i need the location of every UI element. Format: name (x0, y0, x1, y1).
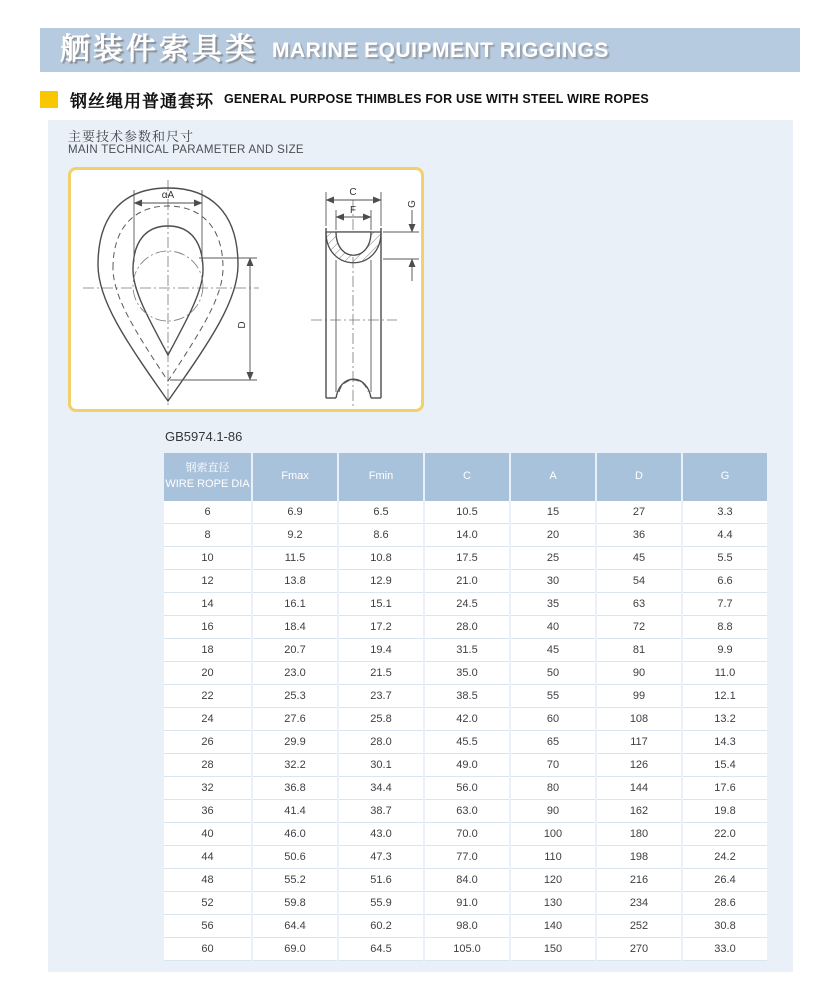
section-title-en: GENERAL PURPOSE THIMBLES FOR USE WITH STEEL WIRE ROPES (224, 92, 649, 106)
col-header-zh: 钢索直径 (185, 462, 230, 475)
table-cell: 34.4 (339, 777, 423, 800)
table-cell: 6.9 (253, 501, 337, 524)
table-cell: 59.8 (253, 892, 337, 915)
table-cell: 144 (597, 777, 681, 800)
table-cell: 84.0 (425, 869, 509, 892)
table-cell: 45 (597, 547, 681, 570)
table-cell: 20 (511, 524, 595, 547)
table-cell: 63 (597, 593, 681, 616)
table-row (164, 731, 767, 754)
table-row (164, 938, 767, 961)
table-row (164, 708, 767, 731)
table-cell: 28.6 (683, 892, 767, 915)
table-row (164, 777, 767, 800)
table-cell: 55.2 (253, 869, 337, 892)
table-cell: 22 (164, 685, 251, 708)
col-header-a: A (511, 453, 595, 501)
side-view (311, 187, 419, 406)
table-cell: 11.0 (683, 662, 767, 685)
table-cell: 70 (511, 754, 595, 777)
table-cell: 120 (511, 869, 595, 892)
table-cell: 55 (511, 685, 595, 708)
dim-label-side-depth: G (407, 200, 418, 208)
front-view (83, 180, 259, 406)
table-cell: 15.4 (683, 754, 767, 777)
table-cell: 105.0 (425, 938, 509, 961)
table-cell: 11.5 (253, 547, 337, 570)
table-cell: 41.4 (253, 800, 337, 823)
table-cell: 252 (597, 915, 681, 938)
table-cell: 20 (164, 662, 251, 685)
table-cell: 65 (511, 731, 595, 754)
yellow-bullet-icon (40, 91, 58, 108)
dim-label-front-height: D (237, 321, 248, 329)
table-cell: 29.9 (253, 731, 337, 754)
table-cell: 36 (597, 524, 681, 547)
table-cell: 162 (597, 800, 681, 823)
table-cell: 44 (164, 846, 251, 869)
table-cell: 14.3 (683, 731, 767, 754)
table-cell: 77.0 (425, 846, 509, 869)
table-cell: 98.0 (425, 915, 509, 938)
table-cell: 28.0 (339, 731, 423, 754)
table-cell: 90 (597, 662, 681, 685)
table-cell: 22.0 (683, 823, 767, 846)
table-cell: 15.1 (339, 593, 423, 616)
table-cell: 198 (597, 846, 681, 869)
table-cell: 25 (511, 547, 595, 570)
table-cell: 17.5 (425, 547, 509, 570)
table-cell: 36 (164, 800, 251, 823)
table-row (164, 593, 767, 616)
table-cell: 45.5 (425, 731, 509, 754)
table-cell: 8.6 (339, 524, 423, 547)
table-cell: 56 (164, 915, 251, 938)
section-heading (40, 88, 800, 110)
table-cell: 30.8 (683, 915, 767, 938)
table-row (164, 915, 767, 938)
table-cell: 80 (511, 777, 595, 800)
table-cell: 19.8 (683, 800, 767, 823)
table-cell: 70.0 (425, 823, 509, 846)
table-cell: 24.2 (683, 846, 767, 869)
table-cell: 4.4 (683, 524, 767, 547)
page-title-en: MARINE EQUIPMENT RIGGINGS (272, 38, 609, 62)
table-cell: 55.9 (339, 892, 423, 915)
table-cell: 50.6 (253, 846, 337, 869)
table-cell: 46.0 (253, 823, 337, 846)
table-cell: 117 (597, 731, 681, 754)
table-cell: 35 (511, 593, 595, 616)
table-cell: 91.0 (425, 892, 509, 915)
table-row (164, 501, 767, 524)
table-row (164, 616, 767, 639)
table-cell: 18 (164, 639, 251, 662)
col-header-fmax: Fmax (253, 453, 337, 501)
table-cell: 140 (511, 915, 595, 938)
table-cell: 180 (597, 823, 681, 846)
table-cell: 17.2 (339, 616, 423, 639)
table-cell: 130 (511, 892, 595, 915)
table-cell: 23.0 (253, 662, 337, 685)
table-cell: 12.9 (339, 570, 423, 593)
col-header-d: D (597, 453, 681, 501)
table-cell: 56.0 (425, 777, 509, 800)
table-cell: 19.4 (339, 639, 423, 662)
table-cell: 20.7 (253, 639, 337, 662)
col-header-c: C (425, 453, 509, 501)
table-cell: 38.7 (339, 800, 423, 823)
table-cell: 18.4 (253, 616, 337, 639)
table-cell: 14 (164, 593, 251, 616)
table-cell: 47.3 (339, 846, 423, 869)
section-title-zh: 钢丝绳用普通套环 (70, 91, 214, 111)
subsection-title-en: MAIN TECHNICAL PARAMETER AND SIZE (68, 144, 304, 156)
table-cell: 40 (511, 616, 595, 639)
col-header-wire-rope-dia (164, 453, 251, 501)
table-cell: 8.8 (683, 616, 767, 639)
dim-label-side-width: C (349, 187, 357, 198)
table-row (164, 570, 767, 593)
table-cell: 30 (511, 570, 595, 593)
table-cell: 28 (164, 754, 251, 777)
table-cell: 21.5 (339, 662, 423, 685)
table-cell: 12 (164, 570, 251, 593)
table-cell: 64.4 (253, 915, 337, 938)
table-cell: 13.2 (683, 708, 767, 731)
subsection-title-zh: 主要技术参数和尺寸 (68, 129, 195, 144)
table-cell: 54 (597, 570, 681, 593)
table-cell: 26 (164, 731, 251, 754)
technical-drawing-box (68, 167, 424, 412)
table-row (164, 754, 767, 777)
table-cell: 64.5 (339, 938, 423, 961)
table-cell: 8 (164, 524, 251, 547)
table-cell: 6.6 (683, 570, 767, 593)
table-cell: 10.5 (425, 501, 509, 524)
table-cell: 60.2 (339, 915, 423, 938)
table-cell: 23.7 (339, 685, 423, 708)
table-row (164, 524, 767, 547)
table-cell: 6.5 (339, 501, 423, 524)
table-cell: 100 (511, 823, 595, 846)
table-cell: 32 (164, 777, 251, 800)
table-row (164, 662, 767, 685)
table-cell: 13.8 (253, 570, 337, 593)
table-row (164, 869, 767, 892)
table-cell: 24.5 (425, 593, 509, 616)
table-cell: 50 (511, 662, 595, 685)
table-cell: 52 (164, 892, 251, 915)
table-cell: 69.0 (253, 938, 337, 961)
table-cell: 110 (511, 846, 595, 869)
table-cell: 270 (597, 938, 681, 961)
table-cell: 5.5 (683, 547, 767, 570)
table-cell: 49.0 (425, 754, 509, 777)
table-cell: 15 (511, 501, 595, 524)
standard-number: GB5974.1-86 (165, 429, 243, 444)
table-cell: 48 (164, 869, 251, 892)
table-cell: 24 (164, 708, 251, 731)
dim-label-front-width: αA (161, 190, 175, 201)
table-cell: 90 (511, 800, 595, 823)
table-cell: 51.6 (339, 869, 423, 892)
table-cell: 63.0 (425, 800, 509, 823)
table-cell: 72 (597, 616, 681, 639)
table-row (164, 846, 767, 869)
table-cell: 3.3 (683, 501, 767, 524)
table-cell: 25.3 (253, 685, 337, 708)
table-cell: 27.6 (253, 708, 337, 731)
table-header-row (164, 453, 767, 501)
table-cell: 126 (597, 754, 681, 777)
table-cell: 33.0 (683, 938, 767, 961)
table-cell: 25.8 (339, 708, 423, 731)
table-cell: 42.0 (425, 708, 509, 731)
thimble-drawing (71, 170, 421, 409)
table-cell: 234 (597, 892, 681, 915)
table-cell: 60 (164, 938, 251, 961)
table-cell: 27 (597, 501, 681, 524)
table-cell: 10 (164, 547, 251, 570)
table-cell: 36.8 (253, 777, 337, 800)
col-header-en: WIRE ROPE DIA (165, 478, 250, 490)
dim-label-side-inner: F (349, 205, 357, 216)
table-cell: 9.9 (683, 639, 767, 662)
table-cell: 38.5 (425, 685, 509, 708)
table-row (164, 892, 767, 915)
table-cell: 31.5 (425, 639, 509, 662)
table-row (164, 685, 767, 708)
col-header-g: G (683, 453, 767, 501)
page-title-zh: 舾装件索具类 (60, 33, 258, 66)
page-header-band (40, 28, 800, 72)
spec-table-wrap (162, 453, 769, 961)
table-cell: 108 (597, 708, 681, 731)
table-body (164, 501, 767, 961)
table-cell: 40 (164, 823, 251, 846)
table-row (164, 823, 767, 846)
table-cell: 216 (597, 869, 681, 892)
table-cell: 16 (164, 616, 251, 639)
table-row (164, 800, 767, 823)
table-cell: 32.2 (253, 754, 337, 777)
table-cell: 30.1 (339, 754, 423, 777)
content-panel (48, 120, 793, 972)
table-cell: 43.0 (339, 823, 423, 846)
table-cell: 17.6 (683, 777, 767, 800)
table-cell: 7.7 (683, 593, 767, 616)
table-row (164, 547, 767, 570)
table-cell: 45 (511, 639, 595, 662)
table-cell: 12.1 (683, 685, 767, 708)
table-cell: 99 (597, 685, 681, 708)
table-cell: 10.8 (339, 547, 423, 570)
table-cell: 26.4 (683, 869, 767, 892)
table-row (164, 639, 767, 662)
spec-table (162, 453, 769, 961)
table-cell: 60 (511, 708, 595, 731)
table-cell: 21.0 (425, 570, 509, 593)
table-cell: 9.2 (253, 524, 337, 547)
table-cell: 6 (164, 501, 251, 524)
table-cell: 16.1 (253, 593, 337, 616)
table-cell: 14.0 (425, 524, 509, 547)
table-cell: 150 (511, 938, 595, 961)
table-cell: 35.0 (425, 662, 509, 685)
table-cell: 28.0 (425, 616, 509, 639)
table-cell: 81 (597, 639, 681, 662)
col-header-fmin: Fmin (339, 453, 423, 501)
